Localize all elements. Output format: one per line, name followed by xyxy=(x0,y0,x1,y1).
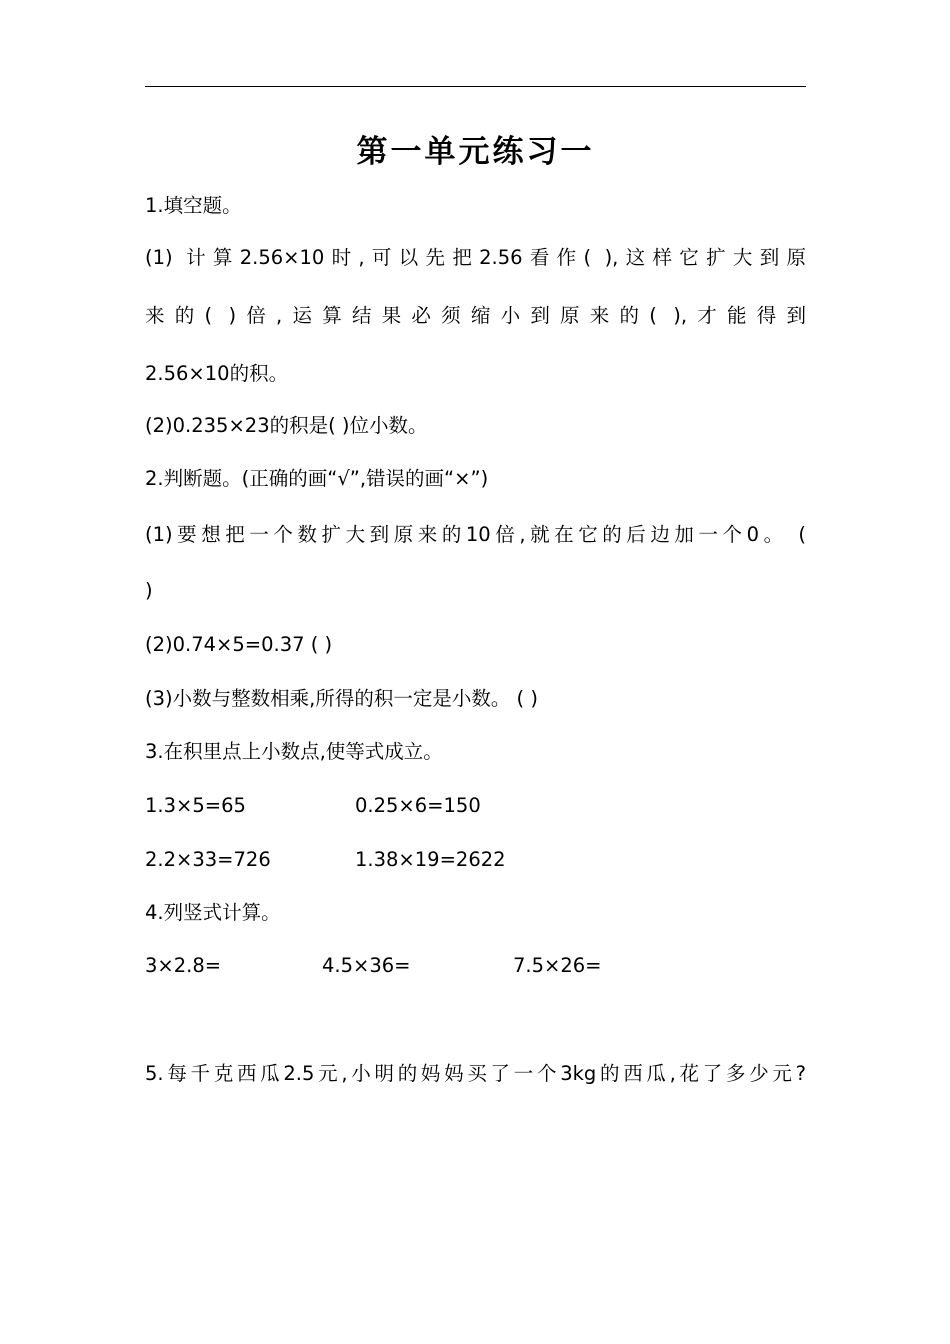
q4-item-2: 4.5×36= xyxy=(322,954,411,977)
q1-heading: 1.填空题。 xyxy=(145,194,242,217)
q3-heading: 3.在积里点上小数点,使等式成立。 xyxy=(145,740,443,763)
q3-item-1: 1.3×5=65 xyxy=(145,794,246,817)
header-rule xyxy=(145,86,806,87)
q2-heading: 2.判断题。(正确的画“√”,错误的画“×”) xyxy=(145,467,489,490)
q2-p1-line1: (1)要想把一个数扩大到原来的10倍,就在它的后边加一个0。 ( xyxy=(145,523,806,546)
q1-p2: (2)0.235×23的积是( )位小数。 xyxy=(145,414,428,437)
q4-heading: 4.列竖式计算。 xyxy=(145,901,281,924)
q1-p1-line2: 来的( )倍,运算结果必须缩小到原来的( ),才能得到 xyxy=(145,304,806,327)
q4-item-1: 3×2.8= xyxy=(145,954,222,977)
q4-items xyxy=(145,951,806,981)
q2-p2: (2)0.74×5=0.37 ( ) xyxy=(145,633,333,656)
q3-row1 xyxy=(145,791,806,821)
q1-p1-line1: (1) 计算2.56×10时,可以先把2.56看作( ),这样它扩大到原 xyxy=(145,246,806,269)
q4-item-3: 7.5×26= xyxy=(513,954,602,977)
q3-item-4: 1.38×19=2622 xyxy=(355,848,506,871)
q2-p3: (3)小数与整数相乘,所得的积一定是小数。 ( ) xyxy=(145,687,538,710)
q2-p1-line2: ) xyxy=(145,579,153,602)
q3-row2 xyxy=(145,845,806,875)
q3-item-3: 2.2×33=726 xyxy=(145,848,271,871)
q5-text: 5.每千克西瓜2.5元,小明的妈妈买了一个3kg的西瓜,花了多少元? xyxy=(145,1062,806,1085)
q1-p1-line3: 2.56×10的积。 xyxy=(145,362,289,385)
page-title: 第一单元练习一 xyxy=(356,134,595,170)
q3-item-2: 0.25×6=150 xyxy=(355,794,481,817)
